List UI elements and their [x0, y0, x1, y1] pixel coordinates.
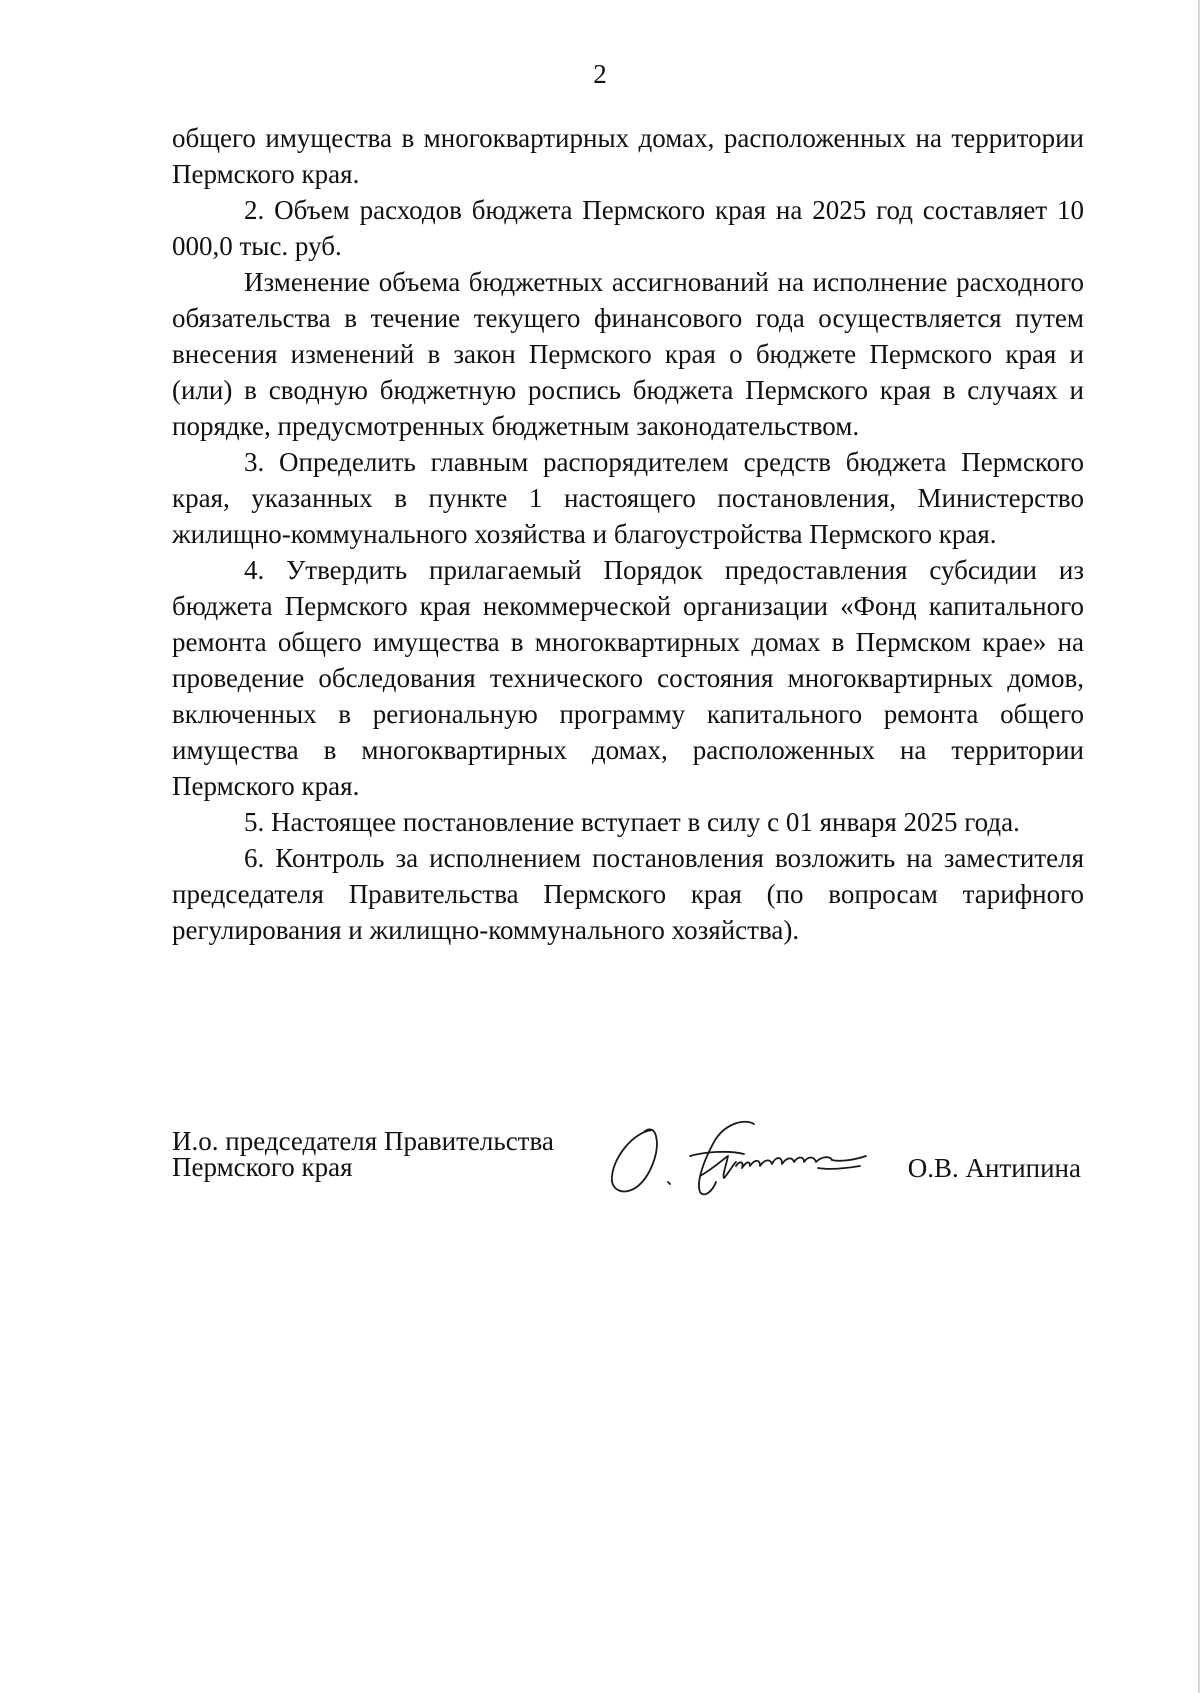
- paragraph-budget-change: Изменение объема бюджетных ассигнований на исполнение расходного обязательства в течение текущего финансового года осуществляется путем внесения изменений в закон Пермского края о бюджете Пермского края и (или) в сводную бюджетную роспись бюджета Пермского края в случаях и порядке, предусмотренных бюджетным законодательством.: [172, 267, 1084, 441]
- paragraph-item-6: 6. Контроль за исполнением постановления возложить на заместителя председателя Правительства Пермского края (по вопросам тарифного регулирования и жилищно-коммунального хозяйства).: [172, 843, 1084, 945]
- paragraph-item-4: 4. Утвердить прилагаемый Порядок предоставления субсидии из бюджета Пермского края некоммерческой организации «Фонд капитального ремонта общего имущества в многоквартирных домах в Пермском крае» на проведение обследования технического состояния многоквартирных домов, включенных в региональную программу капитального ремонта общего имущества в многоквартирных домах, расположенных на территории Пермского края.: [172, 555, 1084, 801]
- signatory-title-line1: И.о. председателя Правительства: [172, 1126, 554, 1156]
- paragraph-item-5: 5. Настоящее постановление вступает в силу с 01 января 2025 года.: [244, 807, 1020, 837]
- paragraph-continuation: общего имущества в многоквартирных домах, расположенных на территории Пермского края.: [172, 123, 1084, 189]
- signatory-title-line2: Пермского края: [172, 1152, 353, 1182]
- paragraph-item-3: 3. Определить главным распорядителем средств бюджета Пермского края, указанных в пункте 1 настоящего постановления, Министерство жилищно-коммунального хозяйства и благоустройства Пермского края.: [172, 447, 1084, 549]
- signature-block: [172, 1128, 1084, 1208]
- paragraph-item-2: 2. Объем расходов бюджета Пермского края на 2025 год составляет 10 000,0 тыс. руб.: [172, 195, 1084, 261]
- page-number: 2: [593, 59, 607, 89]
- signatory-name: О.В. Антипина: [907, 1153, 1081, 1183]
- handwritten-signature-icon: [604, 1116, 894, 1200]
- document-body: [172, 120, 1084, 948]
